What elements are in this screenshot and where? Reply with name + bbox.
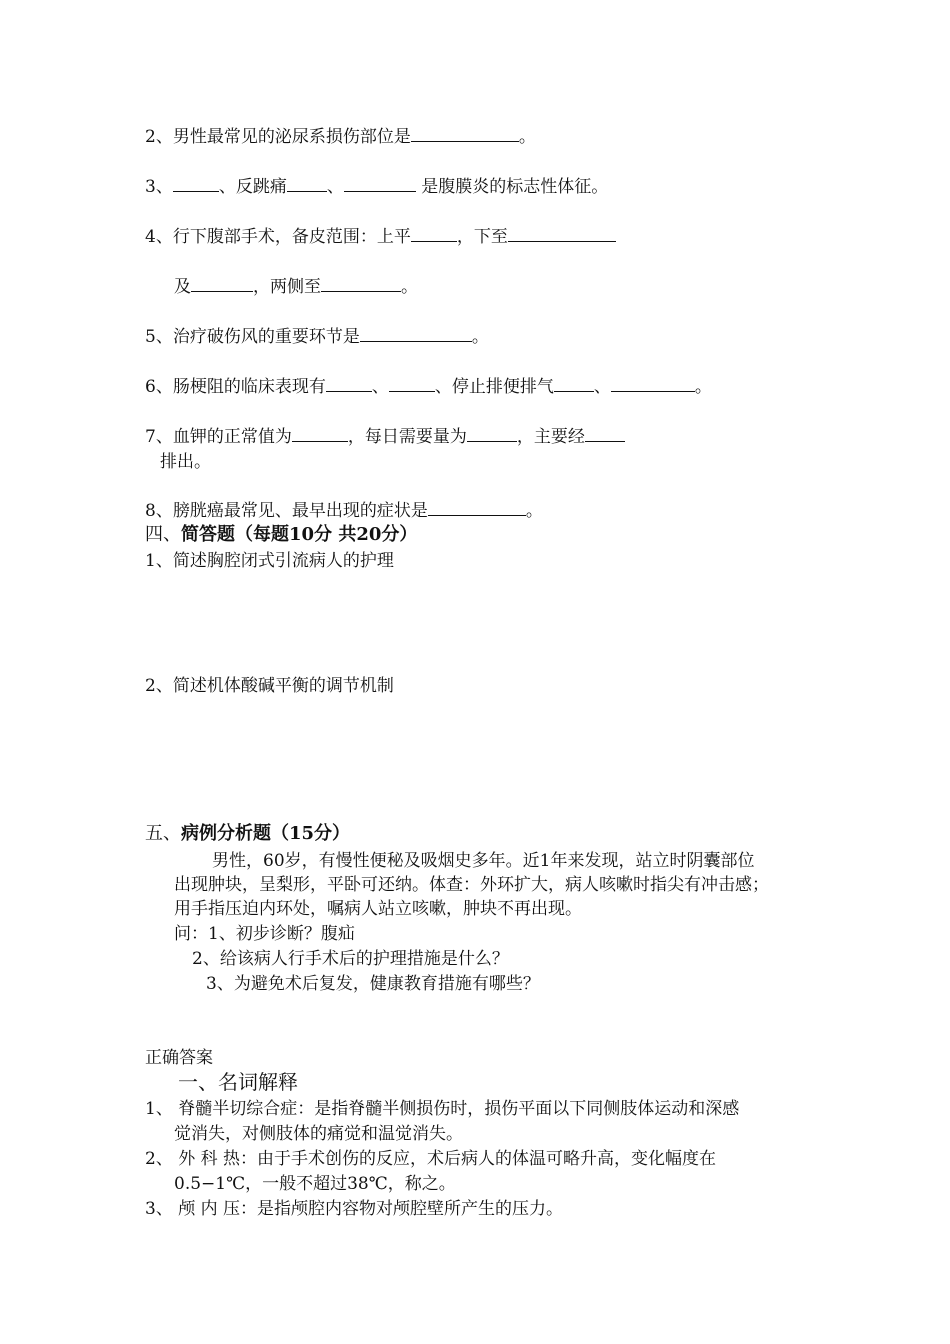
answer-blank[interactable] xyxy=(411,126,519,142)
answer-blank[interactable] xyxy=(411,226,457,242)
answer-blank[interactable] xyxy=(360,326,472,342)
answer-blank[interactable] xyxy=(326,376,372,392)
answer-2-line-2: 0.5−1℃，一般不超过38℃，称之。 xyxy=(174,1174,456,1194)
question-7-line2: 排出。 xyxy=(160,452,211,472)
answer-3-line-1: 3、 颅 内 压：是指颅腔内容物对颅腔壁所产生的压力。 xyxy=(145,1199,564,1219)
case-text-line-3: 用手指压迫内环处，嘱病人站立咳嗽，肿块不再出现。 xyxy=(174,899,582,919)
answer-1-line-1: 1、 脊髓半切综合症：是指脊髓半侧损伤时，损伤平面以下同侧肢体运动和深感 xyxy=(145,1099,740,1119)
answer-blank[interactable] xyxy=(287,176,327,192)
question-4-line2: 及 ，两侧至 。 xyxy=(174,277,418,297)
answer-blank[interactable] xyxy=(344,176,416,192)
question-8: 8、膀胱癌最常见、最早出现的症状是 。 xyxy=(145,501,543,521)
answer-1-line-2: 觉消失，对侧肢体的痛觉和温觉消失。 xyxy=(174,1124,463,1144)
section-5-heading: 五、病例分析题（15分） xyxy=(145,823,351,844)
section-4-heading: 四、简答题（每题10分 共20分） xyxy=(145,524,418,545)
question-3: 3、 、反跳痛 、 是腹膜炎的标志性体征。 xyxy=(145,177,609,197)
question-2: 2、男性最常见的泌尿系损伤部位是 。 xyxy=(145,127,536,147)
short-answer-2: 2、简述机体酸碱平衡的调节机制 xyxy=(145,676,394,696)
answer-blank[interactable] xyxy=(585,426,625,442)
answer-blank[interactable] xyxy=(389,376,435,392)
answer-2-line-1: 2、 外 科 热：由于手术创伤的反应，术后病人的体温可略升高，变化幅度在 xyxy=(145,1149,717,1169)
answer-blank[interactable] xyxy=(467,426,517,442)
answer-blank[interactable] xyxy=(428,500,526,516)
short-answer-1: 1、简述胸腔闭式引流病人的护理 xyxy=(145,551,394,571)
case-question-2: 2、给该病人行手术后的护理措施是什么？ xyxy=(192,949,509,969)
answers-subtitle: 一、名词解释 xyxy=(178,1070,298,1094)
answer-blank[interactable] xyxy=(173,176,219,192)
case-question-1: 问：1、初步诊断？腹疝 xyxy=(174,924,355,944)
question-6: 6、肠梗阻的临床表现有 、 、停止排便排气 、 。 xyxy=(145,377,712,397)
answer-blank[interactable] xyxy=(611,376,695,392)
question-7-line1: 7、血钾的正常值为 ，每日需要量为 ，主要经 xyxy=(145,426,625,448)
answer-blank[interactable] xyxy=(321,276,401,292)
answer-blank[interactable] xyxy=(508,226,616,242)
case-text-line-2: 出现肿块，呈梨形，平卧可还纳。体查：外环扩大，病人咳嗽时指尖有冲击感； xyxy=(174,875,769,895)
answer-blank[interactable] xyxy=(554,376,594,392)
case-question-3: 3、为避免术后复发，健康教育措施有哪些？ xyxy=(206,974,540,994)
question-5: 5、治疗破伤风的重要环节是 。 xyxy=(145,327,489,347)
question-4-line1: 4、行下腹部手术，备皮范围：上平 ，下至 xyxy=(145,226,616,248)
answer-blank[interactable] xyxy=(191,276,253,292)
answer-blank[interactable] xyxy=(292,426,348,442)
answers-title: 正确答案 xyxy=(145,1048,213,1068)
case-text-line-1: 男性，60岁，有慢性便秘及吸烟史多年。近1年来发现，站立时阴囊部位 xyxy=(212,851,755,871)
